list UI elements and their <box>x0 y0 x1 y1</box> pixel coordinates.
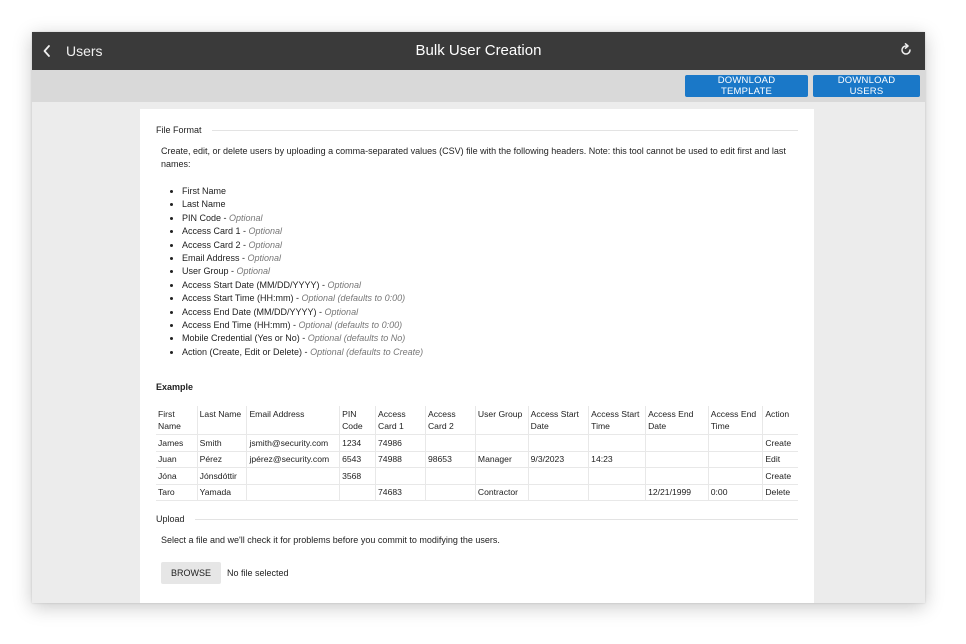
table-cell: 74986 <box>376 435 426 452</box>
table-cell <box>708 468 763 485</box>
field-name: First Name <box>182 186 227 196</box>
field-item <box>182 239 423 252</box>
field-name: Access End Date (MM/DD/YYYY) - <box>182 306 325 317</box>
table-cell <box>475 435 528 452</box>
field-name: Access Card 2 - <box>182 239 249 250</box>
back-label: Users <box>66 43 103 59</box>
column-header: User Group <box>475 406 528 435</box>
field-name: User Group - <box>182 266 237 277</box>
field-name: Access End Time (HH:mm) - <box>182 320 299 331</box>
table-cell: Juan <box>156 451 197 468</box>
table-body <box>156 435 798 501</box>
upload-heading <box>156 514 798 524</box>
column-header: Access Start Date <box>528 406 589 435</box>
table-cell <box>646 468 709 485</box>
table-cell: 14:23 <box>589 451 646 468</box>
column-header: Access Start Time <box>589 406 646 435</box>
table-cell: Yamada <box>197 484 247 501</box>
table-cell <box>646 451 709 468</box>
download-template-button[interactable]: DOWNLOAD TEMPLATE <box>685 75 808 97</box>
table-row <box>156 435 798 452</box>
content-panel <box>140 109 814 603</box>
table-cell <box>376 468 426 485</box>
field-name: Action (Create, Edit or Delete) - <box>182 346 311 357</box>
field-name: Mobile Credential (Yes or No) - <box>182 333 308 344</box>
table-cell: Taro <box>156 484 197 501</box>
table-cell: jsmith@security.com <box>247 435 340 452</box>
column-header: Access Card 1 <box>376 406 426 435</box>
upload-title: Upload <box>156 514 185 524</box>
table-header-row <box>156 406 798 435</box>
field-note: Optional (defaults to No) <box>307 333 406 344</box>
field-item <box>182 212 423 225</box>
table-cell <box>708 451 763 468</box>
column-header: Access End Time <box>708 406 763 435</box>
file-format-title: File Format <box>156 125 202 135</box>
field-item <box>182 252 423 265</box>
table-cell <box>425 435 475 452</box>
column-header: Action <box>763 406 798 435</box>
field-item <box>182 332 423 345</box>
table-cell <box>646 435 709 452</box>
field-list <box>161 185 423 359</box>
field-item <box>182 306 423 319</box>
table-cell: Pérez <box>197 451 247 468</box>
table-cell: Create <box>763 468 798 485</box>
table-cell <box>340 484 376 501</box>
table-cell: Jónsdóttir <box>197 468 247 485</box>
field-item <box>182 198 423 211</box>
table-cell: Manager <box>475 451 528 468</box>
table-cell <box>708 435 763 452</box>
browse-button[interactable]: BROWSE <box>161 562 221 584</box>
column-header: PIN Code <box>340 406 376 435</box>
table-cell <box>589 435 646 452</box>
table-cell <box>247 484 340 501</box>
field-item <box>182 319 423 332</box>
toolbar <box>32 70 925 102</box>
field-item <box>182 185 423 198</box>
file-format-description: Create, edit, or delete users by uploading a comma-separated values (CSV) file with the following headers. Note: this tool cannot be used to edit first and last names: <box>161 146 786 169</box>
app-window <box>32 32 925 603</box>
field-item <box>182 225 423 238</box>
table-cell: jpérez@security.com <box>247 451 340 468</box>
example-heading: Example <box>156 382 194 392</box>
field-note: Optional (defaults to 0:00) <box>298 320 403 331</box>
table-cell: Contractor <box>475 484 528 501</box>
field-note: Optional (defaults to 0:00) <box>301 293 406 304</box>
table-cell: 74988 <box>376 451 426 468</box>
back-button[interactable] <box>42 32 103 70</box>
table-cell: 6543 <box>340 451 376 468</box>
field-name: Access Start Date (MM/DD/YYYY) - <box>182 279 328 290</box>
table-cell: 9/3/2023 <box>528 451 589 468</box>
table-row <box>156 484 798 501</box>
field-name: Access Start Time (HH:mm) - <box>182 293 302 304</box>
field-item <box>182 265 423 278</box>
table-row <box>156 468 798 485</box>
table-cell <box>425 484 475 501</box>
field-note: Optional (defaults to Create) <box>310 346 424 357</box>
table-cell: 74683 <box>376 484 426 501</box>
field-note: Optional <box>247 253 282 264</box>
table-cell: 98653 <box>425 451 475 468</box>
field-note: Optional <box>324 306 359 317</box>
table-cell <box>475 468 528 485</box>
table-cell: Delete <box>763 484 798 501</box>
page-title: Bulk User Creation <box>415 42 542 59</box>
field-note: Optional <box>327 279 362 290</box>
field-item <box>182 292 423 305</box>
title-bar <box>32 32 925 70</box>
field-note: Optional <box>229 212 263 223</box>
table-cell <box>528 435 589 452</box>
table-cell: Jóna <box>156 468 197 485</box>
field-name: PIN Code - <box>182 212 230 223</box>
divider <box>195 519 798 520</box>
table-cell: 12/21/1999 <box>646 484 709 501</box>
example-table <box>156 406 798 501</box>
table-cell: 3568 <box>340 468 376 485</box>
table-cell: 1234 <box>340 435 376 452</box>
field-name: Email Address - <box>182 253 248 264</box>
divider <box>212 130 798 131</box>
field-note: Optional <box>248 239 283 250</box>
table-cell <box>589 484 646 501</box>
table-cell <box>425 468 475 485</box>
field-name: Access Card 1 - <box>182 226 249 237</box>
column-header: First Name <box>156 406 197 435</box>
table-cell: 0:00 <box>708 484 763 501</box>
table-cell: Edit <box>763 451 798 468</box>
field-name: Last Name <box>182 199 226 210</box>
field-item <box>182 279 423 292</box>
table-cell: Create <box>763 435 798 452</box>
table-cell <box>589 468 646 485</box>
chevron-left-icon <box>42 44 52 58</box>
field-item <box>182 346 423 359</box>
table-cell <box>528 484 589 501</box>
column-header: Email Address <box>247 406 340 435</box>
column-header: Last Name <box>197 406 247 435</box>
field-note: Optional <box>236 266 271 277</box>
upload-description: Select a file and we'll check it for problems before you commit to modifying the users. <box>161 535 500 545</box>
file-status: No file selected <box>227 568 289 578</box>
table-cell: Smith <box>197 435 247 452</box>
column-header: Access Card 2 <box>425 406 475 435</box>
table-cell: James <box>156 435 197 452</box>
field-note: Optional <box>248 226 283 237</box>
column-header: Access End Date <box>646 406 709 435</box>
table-row <box>156 451 798 468</box>
table-cell <box>247 468 340 485</box>
table-cell <box>528 468 589 485</box>
file-format-heading <box>156 125 798 135</box>
refresh-icon[interactable] <box>899 43 913 62</box>
download-users-button[interactable]: DOWNLOAD USERS <box>813 75 920 97</box>
